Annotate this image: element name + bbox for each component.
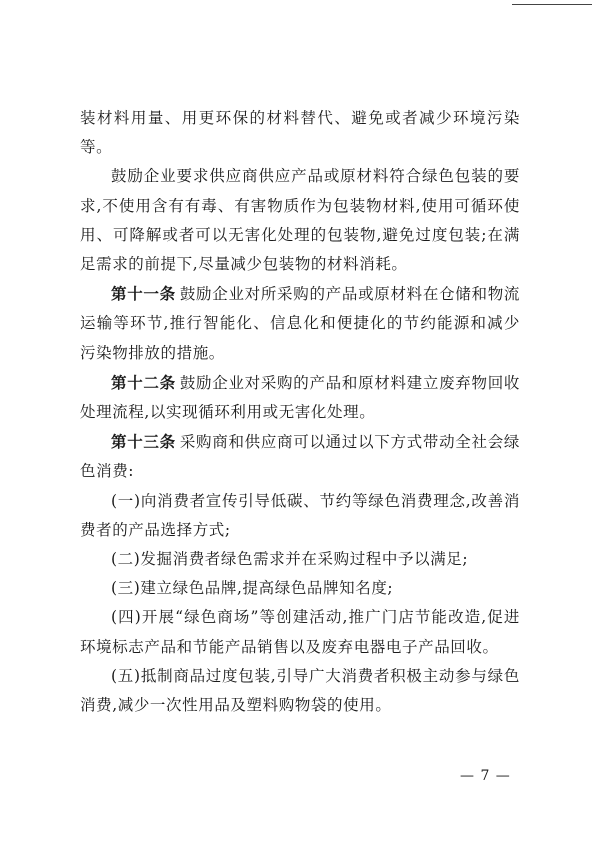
list-item bbox=[80, 662, 520, 720]
paragraph-text: 鼓励企业对采购的产品和原材料建立废弃物回收处理流程,以实现循环利用或无害化处理。 bbox=[80, 373, 520, 422]
document-body bbox=[80, 104, 520, 720]
paragraph-text: (三)建立绿色品牌,提高绿色品牌知名度; bbox=[111, 579, 394, 598]
article-number: 第十三条 bbox=[111, 432, 176, 452]
paragraph-text: (二)发掘消费者绿色需求并在采购过程中予以满足; bbox=[111, 550, 469, 569]
paragraph-text: (四)开展“绿色商场”等创建活动,推广门店节能改造,促进环境标志产品和节能产品销售以及废弃电器电子产品回收。 bbox=[80, 608, 520, 656]
paragraph-text: 装材料用量、用更环保的材料替代、避免或者减少环境污染等。 bbox=[80, 109, 520, 157]
paragraph-text: (一)向消费者宣传引导低碳、节约等绿色消费理念,改善消费者的产品选择方式; bbox=[80, 491, 520, 539]
article-paragraph bbox=[80, 368, 520, 427]
article-number: 第十一条 bbox=[111, 284, 176, 304]
paragraph-text: 采购商和供应商可以通过以下方式带动全社会绿色消费: bbox=[80, 433, 520, 481]
paragraph bbox=[80, 162, 520, 279]
article-paragraph bbox=[80, 279, 520, 368]
paragraph-text: (五)抵制商品过度包装,引导广大消费者积极主动参与绿色消费,减少一次性用品及塑料购物袋的使用。 bbox=[80, 666, 520, 715]
list-item bbox=[80, 487, 520, 545]
list-item bbox=[80, 574, 520, 603]
article-paragraph bbox=[80, 427, 520, 486]
list-item bbox=[80, 545, 520, 574]
article-number: 第十二条 bbox=[111, 372, 176, 392]
paragraph bbox=[80, 104, 520, 162]
paragraph-text: 鼓励企业对所采购的产品或原材料在仓储和物流运输等环节,推行智能化、信息化和便捷化的节约能源和减少污染物排放的措施。 bbox=[80, 285, 520, 362]
top-rule bbox=[512, 4, 592, 5]
page-number: — 7 — bbox=[460, 768, 511, 784]
list-item bbox=[80, 603, 520, 661]
paragraph-text: 鼓励企业要求供应商供应产品或原材料符合绿色包装的要求,不使用含有有毒、有害物质作为包装物材料,使用可循环使用、可降解或者可以无害化处理的包装物,避免过度包装;在满足需求的前提下,尽量减少包装物的材料消耗。 bbox=[80, 167, 520, 274]
